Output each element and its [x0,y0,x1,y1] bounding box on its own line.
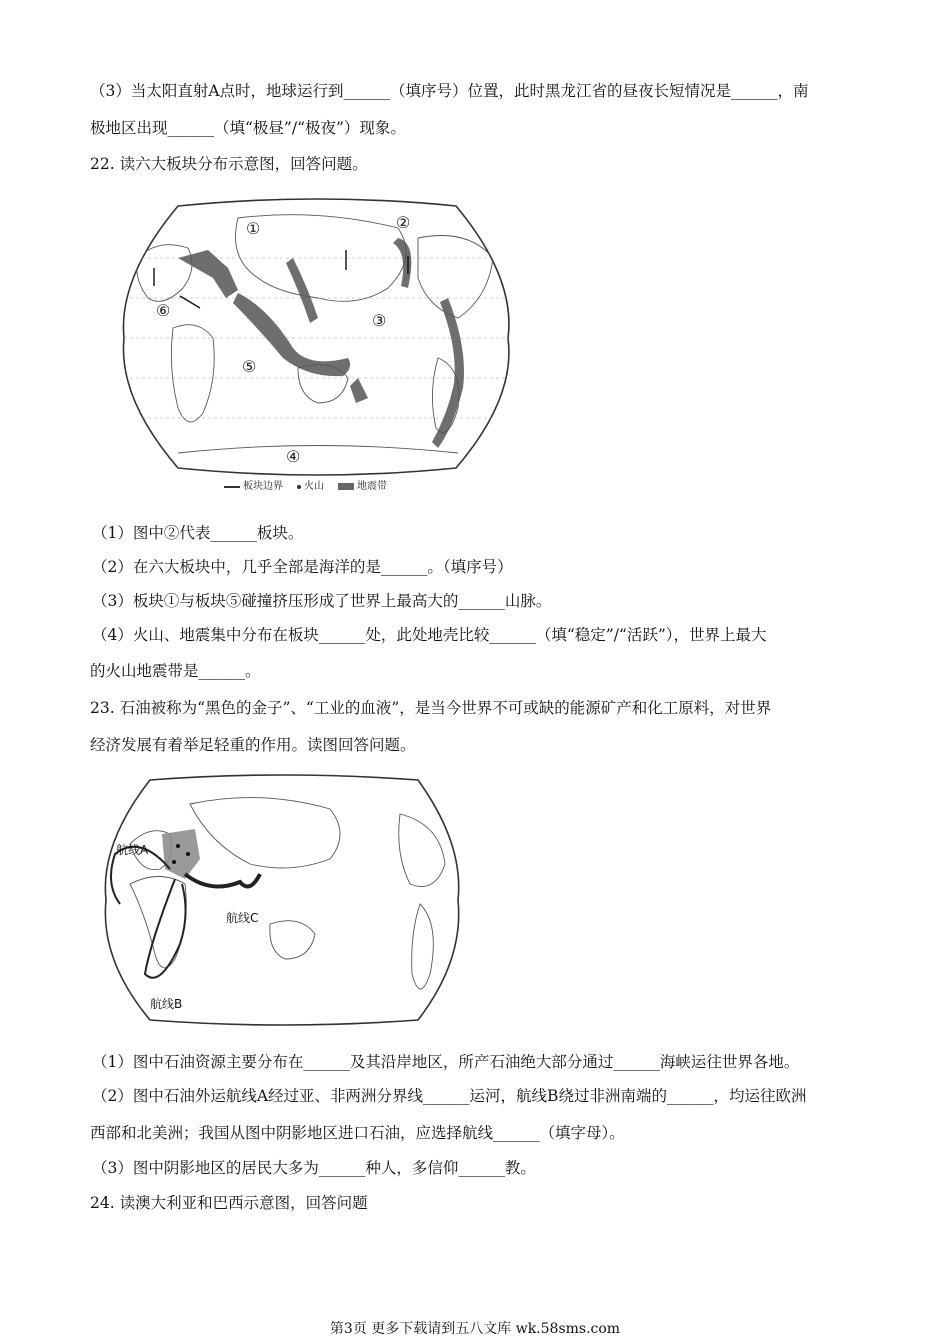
q22-sub3: （3）板块①与板块⑤碰撞挤压形成了世界上最高大的______山脉。 [92,592,552,610]
q23-stem-line2: 经济发展有着举足轻重的作用。读图回答问题。 [90,736,416,754]
q23-sub3: （3）图中阴影地区的居民大多为______种人，多信仰______教。 [92,1159,536,1177]
route-b-label: 航线B [150,997,183,1011]
plate-map-legend [224,477,387,492]
q21-part3-line2: 极地区出现______（填“极昼”/“极夜”）现象。 [90,119,406,137]
q22-sub4-line2: 的火山地震带是______。 [90,662,261,680]
plate-label-2: ② [396,213,411,232]
route-a-label: 航线A [116,843,149,857]
q23-stem-line1: 23. 石油被称为“黑色的金子”、“工业的血液”，是当今世界不可或缺的能源矿产和化工原料，对世界 [90,699,772,717]
plate-label-4: ④ [286,447,301,466]
q23-sub1: （1）图中石油资源主要分布在______及其沿岸地区，所产石油绝大部分通过______海峡运往世界各地。 [92,1053,800,1071]
q24-stem: 24. 读澳大利亚和巴西示意图，回答问题 [90,1194,368,1212]
map-frame [105,775,458,1025]
legend-volcano-label: 火山 [304,481,324,492]
plate-label-5: ⑤ [242,357,257,376]
plate-label-1: ① [246,219,261,238]
q21-part3-line1: （3）当太阳直射A点时，地球运行到______（填序号）位置，此时黑龙江省的昼夜长短情况是______，南 [90,82,809,100]
page-footer: 第3页 更多下载请到五八文库 wk.58sms.com [329,1321,621,1337]
q23-sub2-line1: （2）图中石油外运航线A经过亚、非两洲分界线______运河，航线B绕过非洲南端的______，均运往欧洲 [92,1087,807,1105]
oil-routes-map [100,774,464,1026]
plate-tectonics-map [118,198,516,476]
q22-sub2: （2）在六大板块中，几乎全部是海洋的是______。（填序号） [92,558,513,576]
q22-sub4-line1: （4）火山、地震集中分布在板块______处，此处地壳比较______（填“稳定”/“活跃”），世界上最大 [92,626,767,644]
plate-label-6: ⑥ [156,301,171,320]
q22-sub1: （1）图中②代表______板块。 [92,524,304,542]
q23-sub2-line2: 西部和北美洲；我国从图中阴影地区进口石油，应选择航线______（填字母）。 [90,1124,625,1142]
route-c-label: 航线C [226,911,259,925]
plate-label-3: ③ [372,311,387,330]
q22-stem: 22. 读六大板块分布示意图，回答问题。 [90,155,368,173]
legend-quake-label: 地震带 [357,481,387,492]
legend-boundary-label: 板块边界 [243,481,283,492]
